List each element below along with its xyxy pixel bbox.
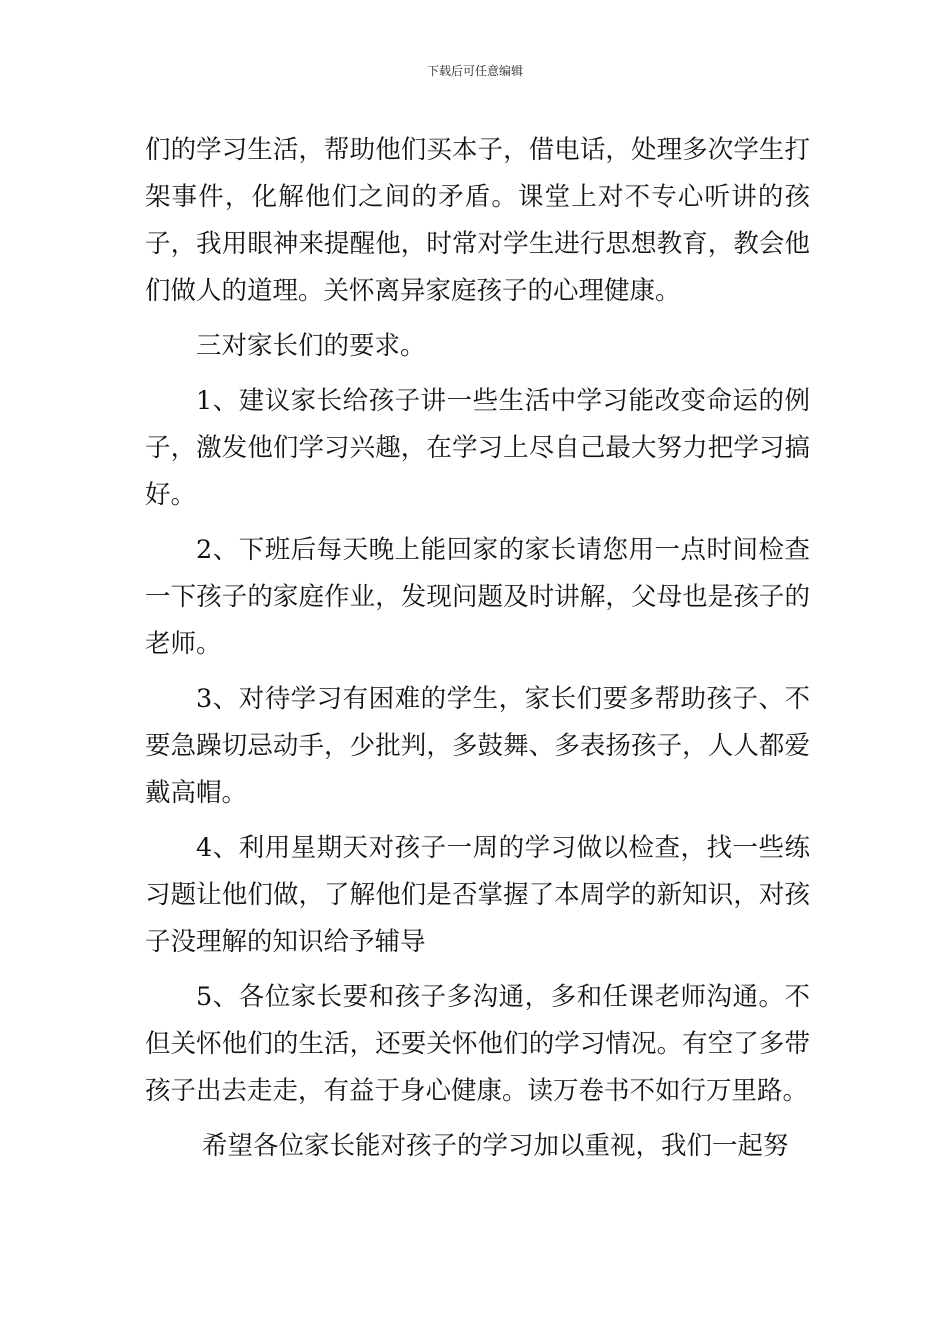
requirement-item-2: 2、下班后每天晚上能回家的家长请您用一点时间检查一下孩子的家庭作业，发现问题及时讲解，父母也是孩子的老师。 bbox=[145, 535, 810, 659]
paragraph-continuation: 们的学习生活，帮助他们买本子，借电话，处理多次学生打架事件，化解他们之间的矛盾。课堂上对不专心听讲的孩子，我用眼神来提醒他，时常对学生进行思想教育，教会他们做人的道理。关怀离异家庭孩子的心理健康。 bbox=[145, 135, 810, 306]
closing-paragraph: 希望各位家长能对孩子的学习加以重视，我们一起努 bbox=[202, 1131, 789, 1161]
requirement-item-4: 4、利用星期天对孩子一周的学习做以检查，找一些练习题让他们做，了解他们是否掌握了本周学的新知识，对孩子没理解的知识给予辅导 bbox=[145, 833, 810, 957]
section-heading-parent-requirements: 三对家长们的要求。 bbox=[196, 331, 426, 361]
requirement-item-1: 1、建议家长给孩子讲一些生活中学习能改变命运的例子，激发他们学习兴趣，在学习上尽自己最大努力把学习搞好。 bbox=[145, 386, 810, 510]
page-header: 下载后可任意编辑 bbox=[426, 64, 523, 78]
requirement-item-3: 3、对待学习有困难的学生，家长们要多帮助孩子、不要急躁切忌动手，少批判，多鼓舞、多表扬孩子，人人都爱戴高帽。 bbox=[145, 684, 810, 808]
requirement-item-5: 5、各位家长要和孩子多沟通，多和任课老师沟通。不但关怀他们的生活，还要关怀他们的学习情况。有空了多带孩子出去走走，有益于身心健康。读万卷书不如行万里路。 bbox=[145, 982, 810, 1106]
document-body bbox=[145, 127, 810, 1178]
